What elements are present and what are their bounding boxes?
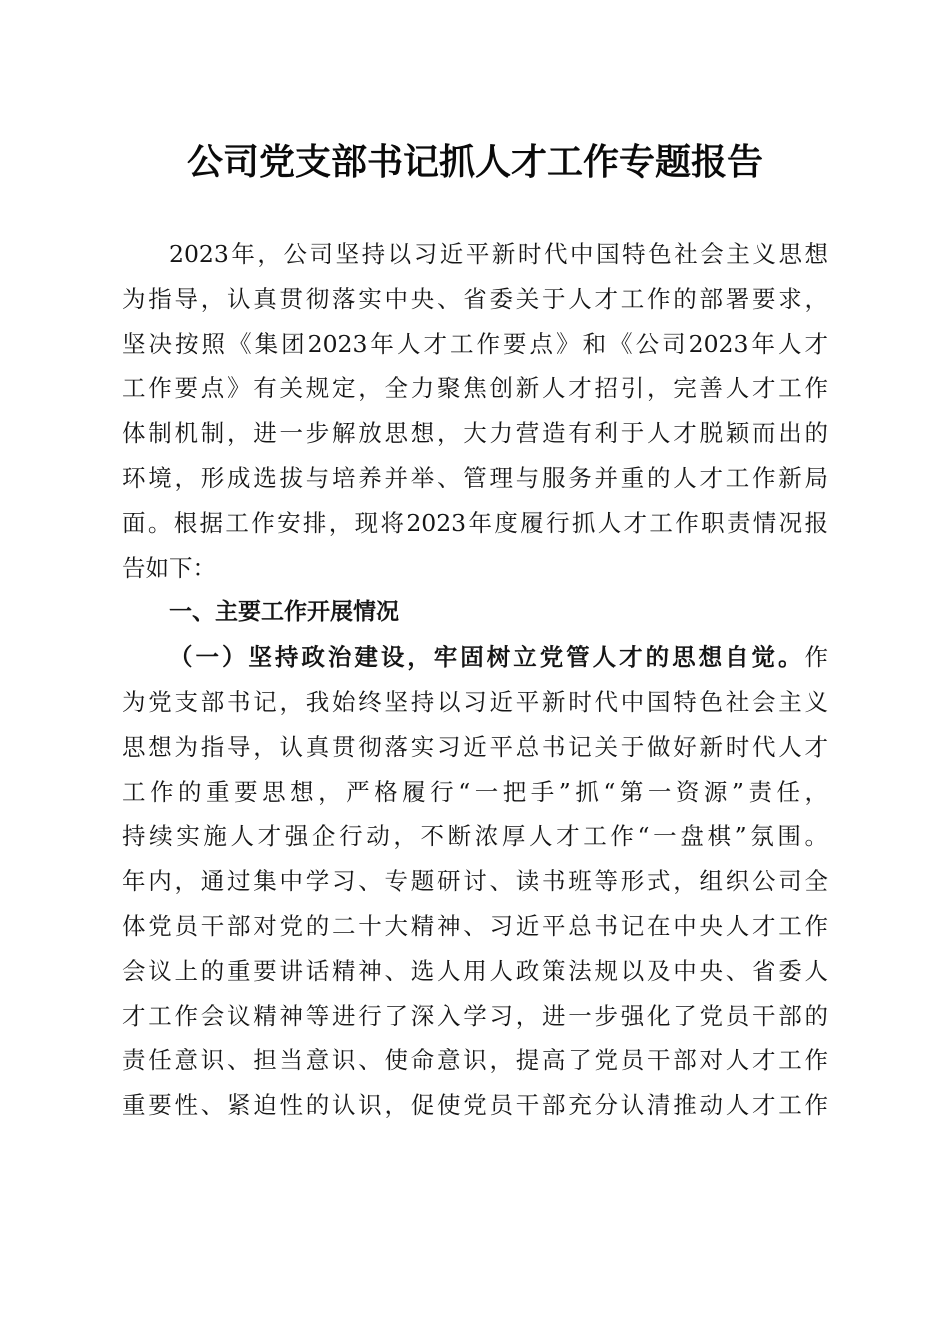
paragraph-line: 思想为指导，认真贯彻落实习近平总书记关于做好新时代人才 xyxy=(122,732,828,761)
paragraph-line: 为党支部书记，我始终坚持以习近平新时代中国特色社会主义 xyxy=(122,687,828,716)
subsection-lead: （一）坚持政治建设，牢固树立党管人才的思想自觉。 xyxy=(169,643,805,672)
paragraph-line: 会议上的重要讲话精神、选人用人政策法规以及中央、省委人 xyxy=(122,956,828,985)
subsection-lead-tail: 作 xyxy=(804,643,828,672)
document-body xyxy=(122,232,828,1128)
paragraph-line: 工作的重要思想，严格履行“一把手”抓“第一资源”责任， xyxy=(122,777,828,806)
paragraph-line: 工作要点》有关规定，全力聚焦创新人才招引，完善人才工作 xyxy=(122,374,828,403)
paragraph-line: 责任意识、担当意识、使命意识，提高了党员干部对人才工作 xyxy=(122,1046,828,1075)
paragraph-line: 环境，形成选拔与培养并举、管理与服务并重的人才工作新局 xyxy=(122,463,828,492)
paragraph-line: 重要性、紧迫性的认识，促使党员干部充分认清推动人才工作 xyxy=(122,1091,828,1120)
paragraph-line: 面。根据工作安排，现将2023年度履行抓人才工作职责情况报 xyxy=(122,508,828,537)
document-title: 公司党支部书记抓人才工作专题报告 xyxy=(186,141,763,183)
paragraph-line: 为指导，认真贯彻落实中央、省委关于人才工作的部署要求， xyxy=(122,284,828,313)
paragraph-line: 2023年，公司坚持以习近平新时代中国特色社会主义思想 xyxy=(169,240,828,268)
paragraph-line: 年内，通过集中学习、专题研讨、读书班等形式，组织公司全 xyxy=(122,867,828,896)
paragraph-line: 体党员干部对党的二十大精神、习近平总书记在中央人才工作 xyxy=(122,911,828,940)
subsection-first-line xyxy=(122,635,828,680)
paragraph-line: 持续实施人才强企行动，不断浓厚人才工作“一盘棋”氛围。 xyxy=(122,822,828,851)
paragraph-line: 才工作会议精神等进行了深入学习，进一步强化了党员干部的 xyxy=(122,1001,828,1030)
paragraph-line: 体制机制，进一步解放思想，大力营造有利于人才脱颖而出的 xyxy=(122,419,828,448)
section-heading: 一、主要工作开展情况 xyxy=(169,599,399,626)
paragraph-line: 告如下： xyxy=(122,553,216,582)
paragraph-line: 坚决按照《集团2023年人才工作要点》和《公司2023年人才 xyxy=(122,329,828,358)
